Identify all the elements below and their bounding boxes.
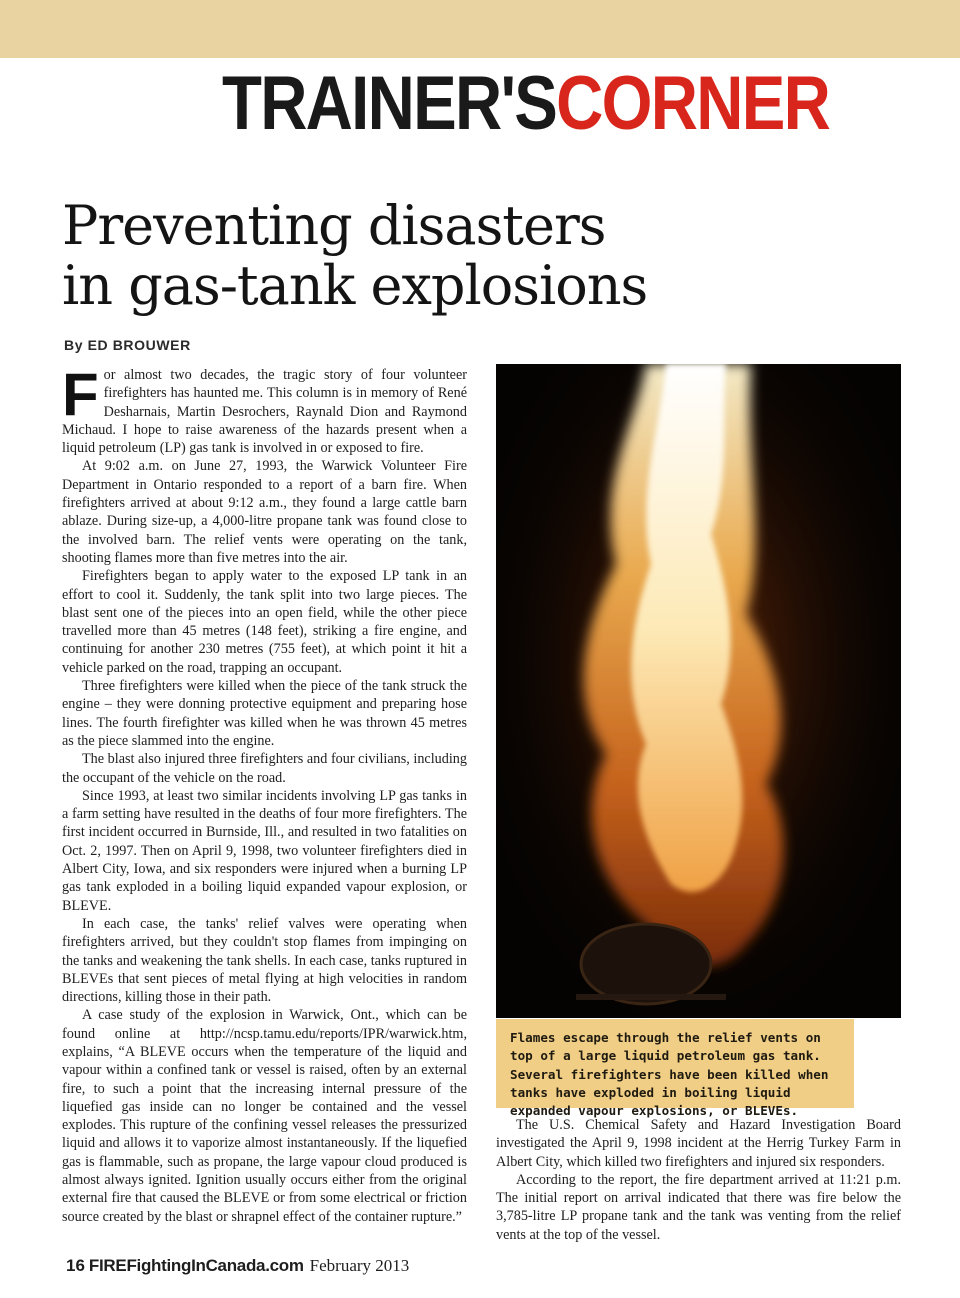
paragraph: [62, 361, 467, 457]
paragraph: At 9:02 a.m. on June 27, 1993, the Warwick Volunteer Fire Department in Ontario responded to a report of a barn fire. When firefighters arrived at about 9:12 a.m., they found a large cattle barn ablaze. During size-up, a 4,000-litre propane tank was found close to the involved barn. The relief vents were operating on the tank, shooting flames more than five metres into the air.: [62, 458, 467, 566]
paragraph: The blast also injured three firefighters and four civilians, including the occupant of the vehicle on the road.: [62, 751, 467, 786]
paragraph: Firefighters began to apply water to the exposed LP tank in an effort to cool it. Suddenly, the tank split into two large pieces. The blast sent one of the pieces into an open field, while the other piece travelled more than 45 metres (148 feet), striking a fire engine, and continuing for another 230 metres (755 feet), at which point it hit a vehicle parked on the road, trapping an occupant.: [62, 568, 467, 676]
paragraph: Three firefighters were killed when the piece of the tank struck the engine – they were donning protective equipment and preparing hose lines. The fourth firefighter was killed when he was thrown 45 metres as the piece slammed into the engine.: [62, 678, 467, 749]
footer-date: February 2013: [309, 1256, 410, 1275]
headline-line-2: in gas-tank explosions: [62, 254, 648, 317]
paragraph: According to the report, the fire department arrived at 11:21 p.m. The initial report on arrival indicated that there was fire below the 3,785-litre LP propane tank and the tank was venting from the relief vents at the top of the vessel.: [496, 1171, 901, 1243]
masthead-trainers: TRAINER'S: [222, 61, 557, 146]
footer-site: FIREFightingInCanada.com: [88, 1256, 304, 1275]
paragraph: The U.S. Chemical Safety and Hazard Investigation Board investigated the April 9, 1998 incident at the Herrig Turkey Farm in Albert City, which killed two firefighters and injured six responders.: [496, 1117, 901, 1170]
paragraph: Since 1993, at least two similar incidents involving LP gas tanks in a farm setting have resulted in the deaths of four more firefighters. The first incident occurred in Burnside, Ill., and resulted in two fatalities on Oct. 2, 1997. Then on April 9, 1998, two volunteer firefighters died in Albert City, Iowa, and six responders were injured when a burning LP gas tank exploded in a boiling liquid expanded vapour explosion, or BLEVE.: [62, 787, 467, 914]
paragraph-text: or almost two decades, the tragic story of four volunteer firefighters has haunted me. This column is in memory of René Desharnais, Martin Desrochers, Raynald Dion and Raymond Michaud. I hope to raise awareness of the hazards present when a liquid petroleum (LP) gas tank is involved in or exposed to fire.: [62, 367, 467, 457]
section-masthead: [222, 61, 830, 146]
flame-photo-icon: [496, 364, 901, 1018]
byline: By ED BROUWER: [64, 337, 191, 353]
page-number: 16: [66, 1256, 85, 1275]
article-headline: [62, 196, 762, 316]
masthead-corner: CORNER: [556, 61, 830, 146]
drop-cap: F: [62, 361, 99, 428]
page-footer: [66, 1256, 409, 1276]
article-column-right: [496, 1116, 901, 1244]
paragraph: In each case, the tanks' relief valves were operating when firefighters arrived, but they couldn't stop flames from impinging on the tanks and weakening the tank shells. In each case, tanks ruptured in BLEVEs that sent pieces of metal flying at high velocities in random directions, killing those in their path.: [62, 915, 467, 1006]
headline-line-1: Preventing disasters: [62, 194, 606, 257]
photo-caption: Flames escape through the relief vents on top of a large liquid petroleum gas tank. Several firefighters have been killed when tanks have exploded in boiling liquid expanded vapour explosions, or BLEVEs.: [496, 1019, 854, 1108]
article-column-left: [62, 361, 467, 1226]
fire-photo: [496, 364, 901, 1018]
paragraph: A case study of the explosion in Warwick, Ont., which can be found online at http://ncsp.tamu.edu/reports/IPR/warwick.htm, explains, “A BLEVE occurs when the temperature of the liquid and vapour within a confined tank or vessel is raised, often by an external fire, to such a point that the increasing internal pressure of the liquefied gas inside can no longer be contained and the vessel explodes. This rupture of the confining vessel releases the pressurized liquid and allows it to vaporize almost instantaneously. If the liquefied gas is flammable, such as propane, the large vapour cloud produced is almost always ignited. Ignition usually occurs either from the original external fire that caused the BLEVE or from some electrical or friction source created by the blast or shrapnel effect of the container rupture.”: [62, 1007, 467, 1225]
top-color-band: [0, 0, 960, 58]
